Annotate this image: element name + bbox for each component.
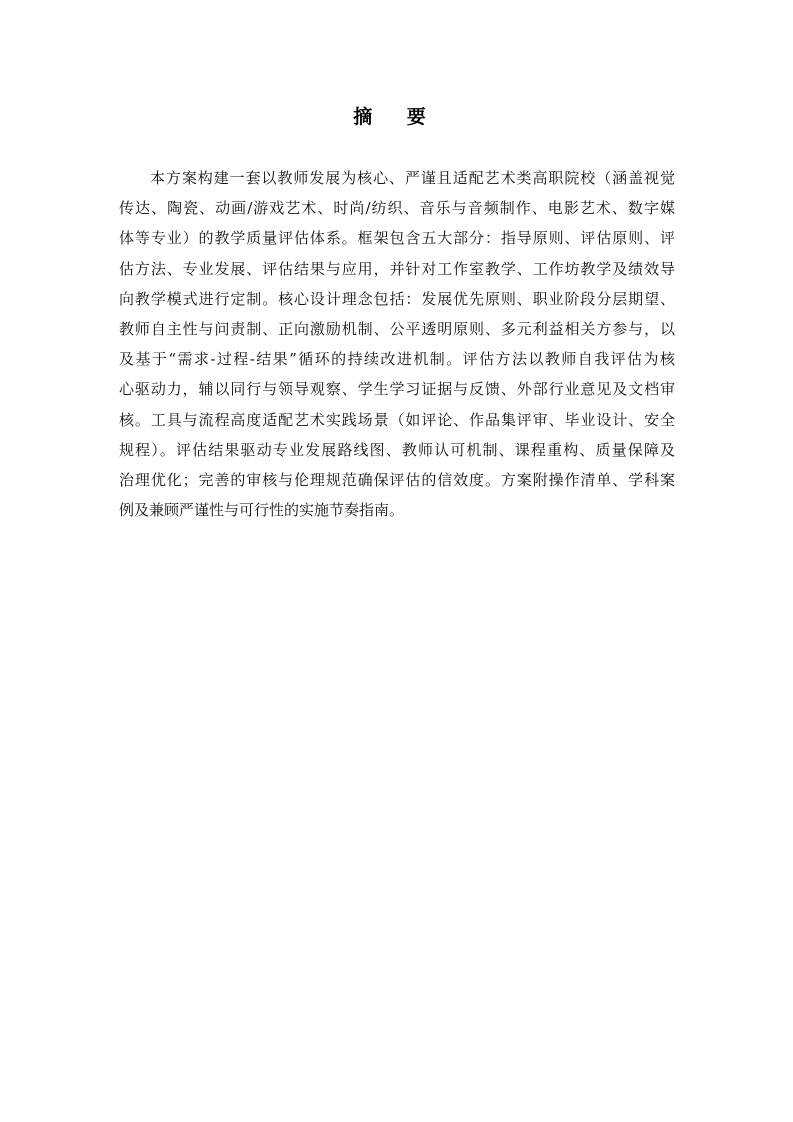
abstract-line: 向教学模式进行定制。核心设计理念包括：发展优先原则、职业阶段分层期望、 [119,289,675,308]
abstract-line: 规程）。评估结果驱动专业发展路线图、教师认可机制、课程重构、质量保障及 [119,440,675,459]
abstract-line: 传达、陶瓷、动画/游戏艺术、时尚/纺织、音乐与音频制作、电影艺术、数字媒 [119,199,675,218]
abstract-line: 例及兼顾严谨性与可行性的实施节奏指南。 [119,501,405,520]
abstract-line: 及基于“需求-过程-结果”循环的持续改进机制。评估方法以教师自我评估为核 [119,350,675,369]
abstract-line: 治理优化；完善的审核与伦理规范确保评估的信效度。方案附操作清单、学科案 [119,470,675,489]
abstract-paragraph [119,163,675,525]
page-title: 摘 要 [353,106,440,128]
abstract-line: 体等专业）的教学质量评估体系。框架包含五大部分：指导原则、评估原则、评 [119,229,675,248]
abstract-line: 估方法、专业发展、评估结果与应用，并针对工作室教学、工作坊教学及绩效导 [119,259,675,278]
abstract-line: 核。工具与流程高度适配艺术实践场景（如评论、作品集评审、毕业设计、安全 [119,410,675,429]
abstract-line: 教师自主性与问责制、正向激励机制、公平透明原则、多元利益相关方参与，以 [119,319,675,338]
abstract-line: 心驱动力，辅以同行与领导观察、学生学习证据与反馈、外部行业意见及文档审 [119,380,675,399]
abstract-line: 本方案构建一套以教师发展为核心、严谨且适配艺术类高职院校（涵盖视觉 [150,169,675,187]
